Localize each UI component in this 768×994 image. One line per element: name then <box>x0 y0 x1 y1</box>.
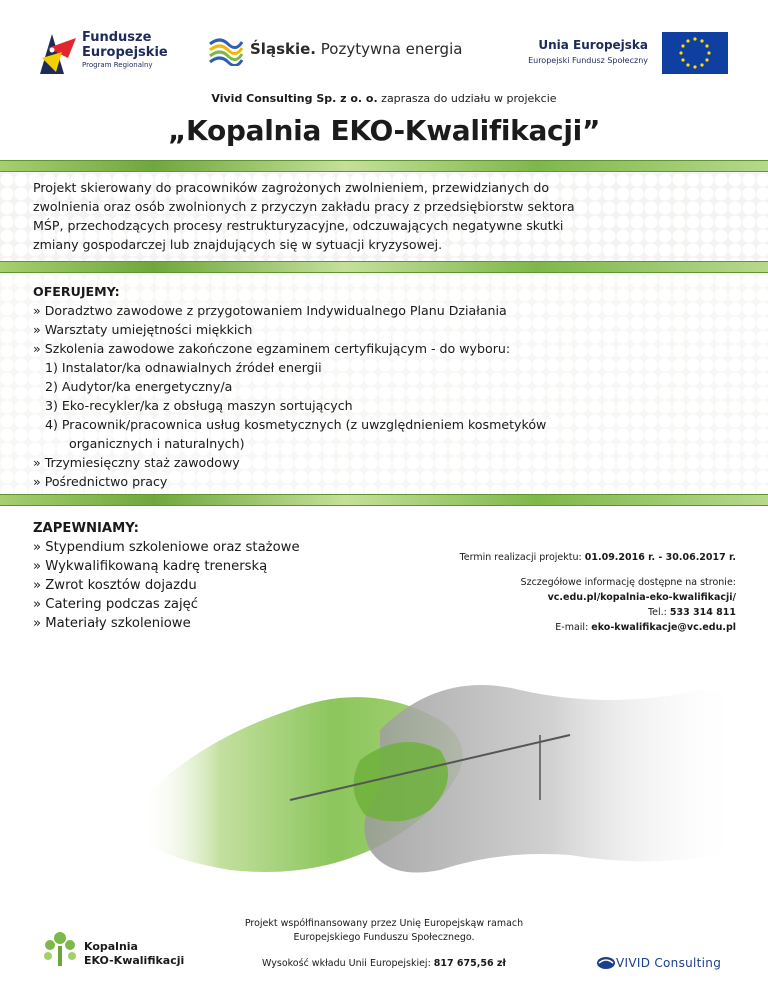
cofinanced-line1: Projekt współfinansowany przez Unię Europejskąw ramach <box>244 918 524 929</box>
description-line: Projekt skierowany do pracowników zagrożonych zwolnieniem, przewidzianych do <box>33 180 550 195</box>
offer-heading: OFERUJEMY: <box>33 284 120 299</box>
term-label: Termin realizacji projektu: <box>459 552 585 563</box>
offer-item: » Warsztaty umiejętności miękkich <box>33 322 253 337</box>
provide-item: » Materiały szkoleniowe <box>33 616 191 631</box>
offer-item: » Szkolenia zawodowe zakończone egzaminem certyfikującym - do wyboru: <box>33 341 511 356</box>
offer-subitem: 4) Pracownik/pracownica usług kosmetycznych (z uwzględnieniem kosmetyków <box>45 417 547 432</box>
logo-bar <box>0 0 768 90</box>
provide-item: » Stypendium szkoleniowe oraz stażowe <box>33 540 300 555</box>
project-title: „Kopalnia EKO-Kwalifikacji” <box>167 114 601 147</box>
eu-flag-icon <box>662 32 728 74</box>
email-link[interactable]: eko-kwalifikacje@vc.edu.pl <box>591 622 736 633</box>
invitation-line <box>0 92 768 105</box>
slaskie-bold: Śląskie. <box>250 40 316 58</box>
term-value: 01.09.2016 r. - 30.06.2017 r. <box>584 552 736 563</box>
website-link[interactable]: vc.edu.pl/kopalnia-eko-kwalifikacji/ <box>547 592 736 603</box>
offer-item: » Pośrednictwo pracy <box>33 474 168 489</box>
handshake-illustration <box>140 650 740 910</box>
cofinanced-line2: Europejskiego Funduszu Społecznego. <box>293 932 475 943</box>
phone-value: 533 314 811 <box>669 607 736 618</box>
kopalnia-line2: EKO-Kwalifikacji <box>84 954 185 967</box>
fe-title-line1: Fundusze <box>82 30 152 45</box>
offer-subitem: 1) Instalator/ka odnawialnych źródeł energii <box>45 360 322 375</box>
slaskie-rest: Pozytywna energia <box>315 40 463 58</box>
offer-item: » Trzymiesięczny staż zawodowy <box>33 455 240 470</box>
green-band-divider <box>0 261 768 273</box>
phone-line <box>521 605 736 620</box>
description-line: zwolnienia oraz osób zwolnionych z przyczyn zakładu pracy z przedsiębiorstw sektora <box>33 199 575 214</box>
contact-info <box>521 575 736 635</box>
description-line: zmiany gospodarczej lub znajdujących się w sytuacji kryzysowej. <box>33 237 443 252</box>
provide-item: » Zwrot kosztów dojazdu <box>33 578 197 593</box>
offer-item: » Doradztwo zawodowe z przygotowaniem Indywidualnego Planu Działania <box>33 303 507 318</box>
offer-subitem: 3) Eko-recykler/ka z obsługą maszyn sortujących <box>45 398 353 413</box>
fundusze-europejskie-text <box>82 30 168 69</box>
company-name: Vivid Consulting Sp. z o. o. <box>211 92 378 105</box>
offer-section <box>33 282 546 491</box>
eu-subtitle: Europejski Fundusz Społeczny <box>528 56 648 65</box>
eu-text <box>528 38 648 65</box>
provide-section <box>33 519 300 633</box>
offer-subitem-continuation: organicznych i naturalnych) <box>69 436 245 451</box>
green-band-divider <box>0 160 768 172</box>
phone-label: Tel.: <box>647 607 670 618</box>
vivid-consulting-text: VIVID Consulting <box>616 956 722 970</box>
contribution-value: 817 675,56 zł <box>433 958 506 969</box>
fe-title-line2: Europejskie <box>82 45 168 60</box>
provide-item: » Catering podczas zajęć <box>33 597 198 612</box>
email-label: E-mail: <box>555 622 592 633</box>
contribution-label: Wysokość wkładu Unii Europejskiej: <box>262 958 434 969</box>
project-term <box>460 550 736 565</box>
green-band-divider <box>0 494 768 506</box>
kopalnia-tree-logo-icon <box>40 928 80 968</box>
provide-heading: ZAPEWNIAMY: <box>33 521 139 536</box>
slaskie-slogan <box>250 40 462 58</box>
kopalnia-line1: Kopalnia <box>84 940 138 953</box>
description-line: MŚP, przechodzących procesy restrukturyzacyjne, odczuwających negatywne skutki <box>33 218 564 233</box>
eu-title: Unia Europejska <box>538 38 648 52</box>
email-line <box>521 620 736 635</box>
project-description <box>33 178 575 254</box>
kopalnia-logo-text <box>84 940 184 968</box>
fe-subtitle: Program Regionalny <box>82 61 153 69</box>
offer-subitem: 2) Audytor/ka energetyczny/a <box>45 379 233 394</box>
provide-item: » Wykwalifikowaną kadrę trenerską <box>33 559 268 574</box>
slaskie-wave-logo-icon <box>208 34 244 66</box>
details-label: Szczegółowe informację dostępne na stronie: <box>520 577 736 588</box>
invitation-rest: zaprasza do udziału w projekcie <box>377 92 557 105</box>
fundusze-europejskie-logo-icon <box>38 28 78 76</box>
